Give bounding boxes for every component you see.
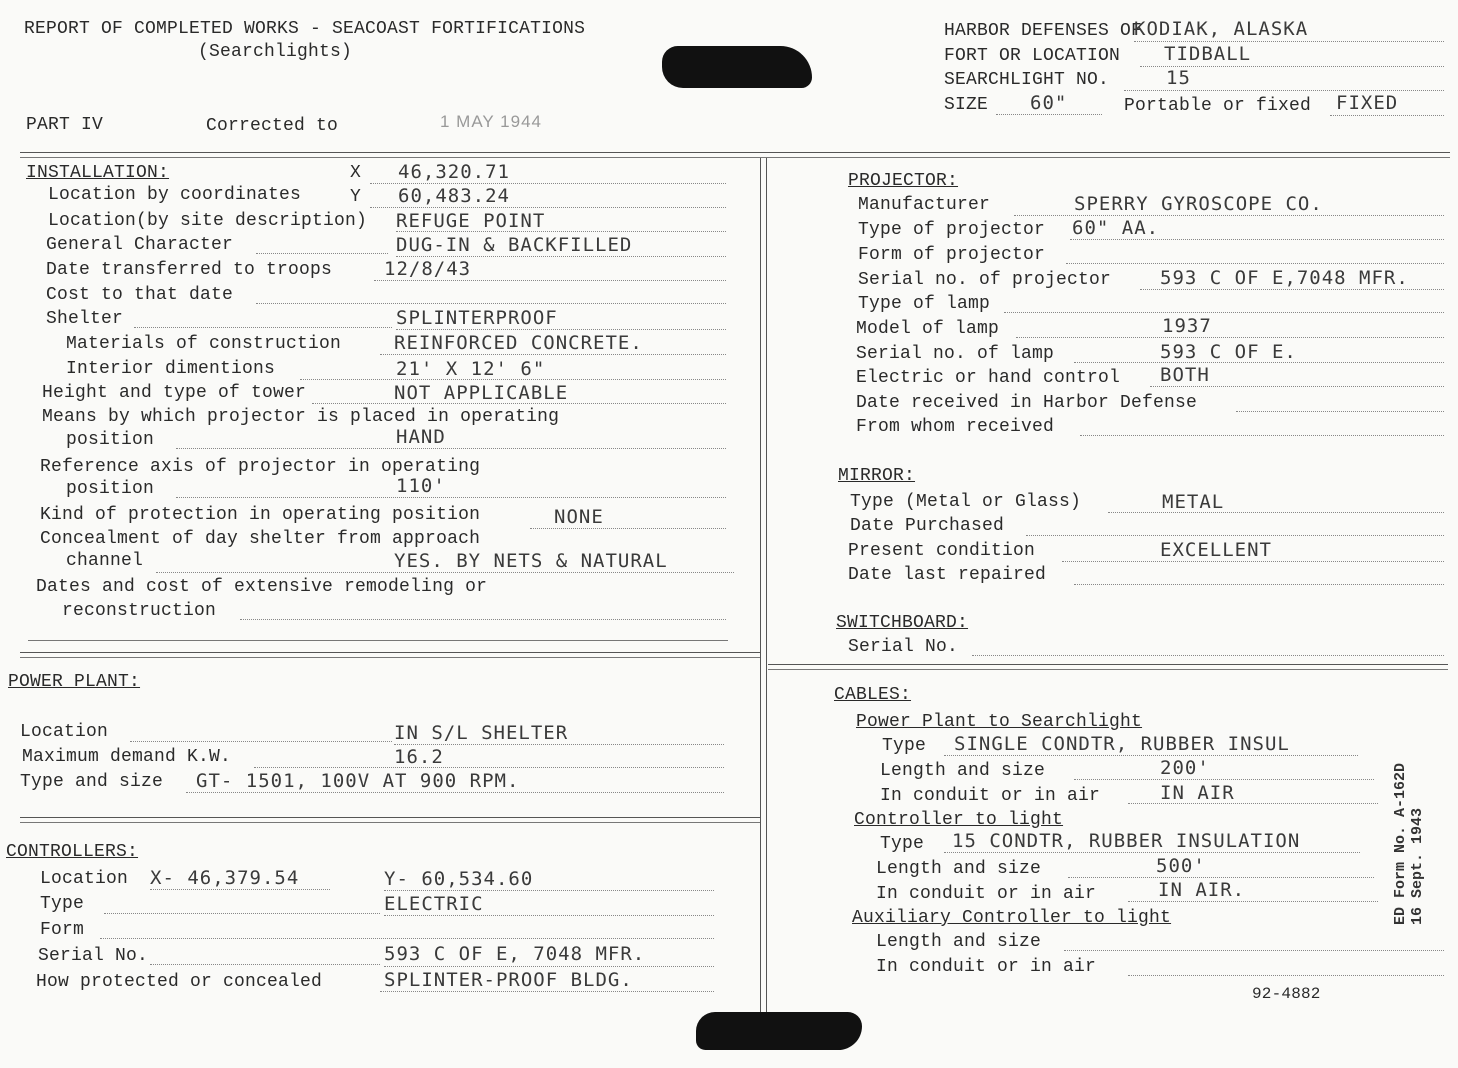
portable-value: FIXED xyxy=(1336,92,1399,114)
purchased-label: Date Purchased xyxy=(850,516,1005,536)
y-value: 60,483.24 xyxy=(398,185,510,207)
manufacturer-label: Manufacturer xyxy=(858,195,991,215)
ctl-cable-length-label: Length and size xyxy=(876,859,1042,879)
axis-label: Reference axis of projector in operating xyxy=(40,457,481,477)
cables-heading: CABLES: xyxy=(834,685,912,705)
ctl-serial-label: Serial No. xyxy=(38,946,149,966)
pp-location-label: Location xyxy=(20,722,109,742)
power-plant-heading: POWER PLANT: xyxy=(8,672,141,692)
harbor-value: KODIAK, ALASKA xyxy=(1134,18,1309,40)
pp-cable-length-value: 200' xyxy=(1160,757,1210,779)
condition-value: EXCELLENT xyxy=(1160,539,1272,561)
cost-label: Cost to that date xyxy=(46,285,234,305)
interior-label: Interior dimentions xyxy=(66,359,276,379)
control-value: BOTH xyxy=(1160,364,1210,386)
proj-type-label: Type of projector xyxy=(858,220,1046,240)
lamp-model-label: Model of lamp xyxy=(856,319,1000,339)
ctl-protected-label: How protected or concealed xyxy=(36,972,323,992)
x-label: X xyxy=(350,163,362,183)
protection-value: NONE xyxy=(554,506,604,528)
ctl-form-label: Form xyxy=(40,920,85,940)
pp-cable-type-value: SINGLE CONDTR, RUBBER INSUL xyxy=(954,733,1290,755)
character-value: DUG-IN & BACKFILLED xyxy=(396,234,633,256)
form-number: ED Form No. A-162D 16 Sept. 1943 xyxy=(1392,762,1427,925)
remodel-label: Dates and cost of extensive remodeling or xyxy=(36,577,488,597)
concealment-channel-label: channel xyxy=(66,551,144,571)
fort-label: FORT OR LOCATION xyxy=(944,46,1121,66)
ctl-cable-type-value: 15 CONDTR, RUBBER INSULATION xyxy=(952,830,1301,852)
ctl-type-label: Type xyxy=(40,894,85,914)
ctl-protected-value: SPLINTER-PROOF BLDG. xyxy=(384,969,633,991)
ctl-location-y: Y- 60,534.60 xyxy=(384,868,534,890)
lamp-model-value: 1937 xyxy=(1162,315,1212,337)
shelter-value: SPLINTERPROOF xyxy=(396,307,558,329)
projector-heading: PROJECTOR: xyxy=(848,171,959,191)
redaction-blot-bottom xyxy=(696,1012,862,1050)
pp-type-value: GT- 1501, 100V AT 900 RPM. xyxy=(196,770,520,792)
lamp-serial-label: Serial no. of lamp xyxy=(856,344,1055,364)
part-label: PART IV xyxy=(26,115,104,135)
searchlight-value: 15 xyxy=(1166,67,1191,89)
report-title: REPORT OF COMPLETED WORKS - SEACOAST FORTIFICATIONS xyxy=(24,19,586,39)
remodel-reconstruction-label: reconstruction xyxy=(62,601,217,621)
report-subtitle: (Searchlights) xyxy=(198,42,353,62)
axis-position-label: position xyxy=(66,479,155,499)
mirror-type-value: METAL xyxy=(1162,491,1225,513)
ctl-type-value: ELECTRIC xyxy=(384,893,484,915)
ctl-serial-value: 593 C OF E, 7048 MFR. xyxy=(384,943,646,965)
control-label: Electric or hand control xyxy=(856,368,1121,388)
tower-label: Height and type of tower xyxy=(42,383,307,403)
ctl-cable-length-value: 500' xyxy=(1156,855,1206,877)
materials-label: Materials of construction xyxy=(66,334,342,354)
axis-value: 110' xyxy=(396,475,446,497)
aux-cable-length-label: Length and size xyxy=(876,932,1042,952)
site-value: REFUGE POINT xyxy=(396,210,546,232)
redaction-blot-top xyxy=(662,46,812,88)
switchboard-serial-label: Serial No. xyxy=(848,637,959,657)
concealment-label: Concealment of day shelter from approach xyxy=(40,529,481,549)
proj-type-value: 60" AA. xyxy=(1072,217,1160,239)
transferred-label: Date transferred to troops xyxy=(46,260,333,280)
from-label: From whom received xyxy=(856,417,1055,437)
controllers-heading: CONTROLLERS: xyxy=(6,842,139,862)
ctl-cable-type-label: Type xyxy=(880,834,925,854)
concealment-value: YES. BY NETS & NATURAL xyxy=(394,550,668,572)
y-label: Y xyxy=(350,187,362,207)
pp-cable-conduit-value: IN AIR xyxy=(1160,782,1235,804)
pp-type-label: Type and size xyxy=(20,772,164,792)
tower-value: NOT APPLICABLE xyxy=(394,382,569,404)
proj-serial-label: Serial no. of projector xyxy=(858,270,1112,290)
switchboard-heading: SWITCHBOARD: xyxy=(836,613,969,633)
pp-cable-type-label: Type xyxy=(882,736,927,756)
interior-value: 21' X 12' 6" xyxy=(396,358,546,380)
mirror-type-label: Type (Metal or Glass) xyxy=(850,492,1082,512)
size-value: 60" xyxy=(1030,92,1068,114)
pp-cable-heading: Power Plant to Searchlight xyxy=(856,712,1143,732)
harbor-label: HARBOR DEFENSES OF xyxy=(944,21,1143,41)
coords-label: Location by coordinates xyxy=(48,185,302,205)
lamp-type-label: Type of lamp xyxy=(858,294,991,314)
repaired-label: Date last repaired xyxy=(848,565,1047,585)
pp-cable-length-label: Length and size xyxy=(880,761,1046,781)
size-label: SIZE xyxy=(944,95,989,115)
materials-value: REINFORCED CONCRETE. xyxy=(394,332,643,354)
ctl-location-x: X- 46,379.54 xyxy=(150,867,300,889)
aux-cable-conduit-label: In conduit or in air xyxy=(876,957,1097,977)
portable-label: Portable or fixed xyxy=(1124,96,1312,116)
received-label: Date received in Harbor Defense xyxy=(856,393,1198,413)
character-label: General Character xyxy=(46,235,234,255)
lamp-serial-value: 593 C OF E. xyxy=(1160,341,1297,363)
fort-value: TIDBALL xyxy=(1164,43,1252,65)
date-stamp: 1 MAY 1944 xyxy=(440,112,542,131)
ctl-cable-conduit-label: In conduit or in air xyxy=(876,884,1097,904)
proj-serial-value: 593 C OF E,7048 MFR. xyxy=(1160,267,1409,289)
means-position-label: position xyxy=(66,430,155,450)
mirror-heading: MIRROR: xyxy=(838,466,916,486)
pp-location-value: IN S/L SHELTER xyxy=(394,722,569,744)
ctl-cable-conduit-value: IN AIR. xyxy=(1158,879,1246,901)
x-value: 46,320.71 xyxy=(398,161,510,183)
searchlight-label: SEARCHLIGHT NO. xyxy=(944,70,1110,90)
proj-form-label: Form of projector xyxy=(858,245,1046,265)
protection-label: Kind of protection in operating position xyxy=(40,505,481,525)
site-label: Location(by site description) xyxy=(48,211,368,231)
shelter-label: Shelter xyxy=(46,309,124,329)
demand-value: 16.2 xyxy=(394,746,444,768)
aux-cable-heading: Auxiliary Controller to light xyxy=(852,908,1172,928)
means-value: HAND xyxy=(396,426,446,448)
ctl-cable-heading: Controller to light xyxy=(854,810,1064,830)
pp-cable-conduit-label: In conduit or in air xyxy=(880,786,1101,806)
condition-label: Present condition xyxy=(848,541,1036,561)
corrected-label: Corrected to xyxy=(206,116,339,136)
demand-label: Maximum demand K.W. xyxy=(22,747,232,767)
transferred-value: 12/8/43 xyxy=(384,258,472,280)
manufacturer-value: SPERRY GYROSCOPE CO. xyxy=(1074,193,1323,215)
document-number: 92-4882 xyxy=(1252,985,1321,1003)
means-label: Means by which projector is placed in operating xyxy=(42,407,560,427)
installation-heading: INSTALLATION: xyxy=(26,163,170,183)
ctl-location-label: Location xyxy=(40,869,129,889)
